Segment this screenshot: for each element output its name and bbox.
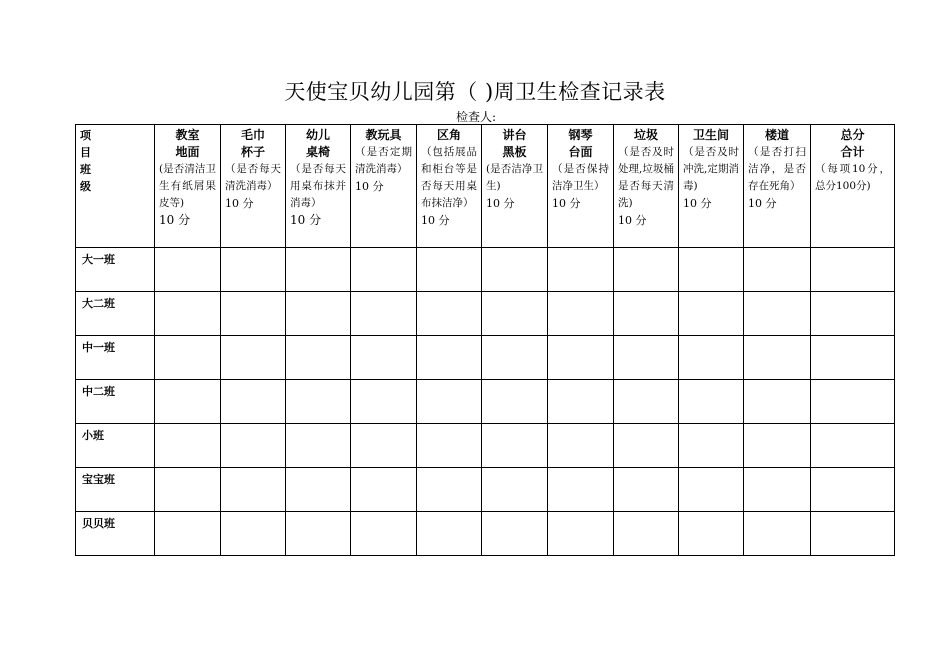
- score-cell[interactable]: [679, 468, 744, 512]
- score-cell[interactable]: [548, 380, 614, 424]
- score-cell[interactable]: [614, 424, 679, 468]
- score-cell[interactable]: [614, 336, 679, 380]
- column-name: 讲台 黑板: [502, 128, 527, 159]
- score-cell[interactable]: [286, 468, 351, 512]
- score-cell[interactable]: [221, 512, 286, 556]
- score-cell[interactable]: [417, 468, 482, 512]
- column-criteria: （是否保持洁净卫生）: [552, 163, 609, 192]
- score-cell[interactable]: [614, 512, 679, 556]
- score-cell[interactable]: [351, 424, 417, 468]
- class-name: 中二班: [76, 380, 155, 424]
- score-cell[interactable]: [155, 336, 221, 380]
- column-header: [548, 125, 614, 248]
- score-cell[interactable]: [482, 468, 548, 512]
- column-criteria: （包括展品和柜台等是否每天用桌布抹洁净）: [421, 146, 477, 209]
- score-cell[interactable]: [351, 292, 417, 336]
- column-criteria: （是否每天用桌布抹并消毒）: [290, 163, 346, 209]
- score-cell[interactable]: [351, 336, 417, 380]
- score-cell[interactable]: [286, 380, 351, 424]
- corner-line: 班: [80, 163, 91, 176]
- score-cell[interactable]: [744, 512, 811, 556]
- class-name: 中一班: [76, 336, 155, 380]
- class-name: 贝贝班: [76, 512, 155, 556]
- column-criteria: （每项10分，总分100分): [815, 163, 890, 192]
- score-cell[interactable]: [811, 380, 895, 424]
- column-criteria: （是否定期清洗消毒）: [355, 146, 412, 175]
- score-cell[interactable]: [155, 468, 221, 512]
- column-score: 10 分: [225, 197, 254, 210]
- column-score: 10 分: [290, 213, 322, 227]
- score-cell[interactable]: [286, 336, 351, 380]
- score-cell[interactable]: [744, 424, 811, 468]
- column-header: [155, 125, 221, 248]
- column-header: [679, 125, 744, 248]
- corner-line: 目: [80, 146, 91, 159]
- score-cell[interactable]: [155, 248, 221, 292]
- table-row: [76, 512, 895, 556]
- column-criteria: （是否及时处理,垃圾桶是否每天清洗): [618, 146, 674, 209]
- column-criteria: （是否及时冲洗,定期消毒): [683, 146, 739, 192]
- score-cell[interactable]: [351, 512, 417, 556]
- score-cell[interactable]: [614, 380, 679, 424]
- table-row: [76, 248, 895, 292]
- score-cell[interactable]: [417, 336, 482, 380]
- score-cell[interactable]: [155, 292, 221, 336]
- column-criteria: （是否打扫洁净，是否存在死角）: [748, 146, 806, 192]
- score-cell[interactable]: [679, 512, 744, 556]
- score-cell[interactable]: [221, 380, 286, 424]
- score-cell[interactable]: [548, 336, 614, 380]
- score-cell[interactable]: [482, 336, 548, 380]
- score-cell[interactable]: [286, 424, 351, 468]
- score-cell[interactable]: [548, 468, 614, 512]
- corner-line: 项: [80, 129, 91, 142]
- score-cell[interactable]: [679, 248, 744, 292]
- column-name: 区角: [436, 128, 461, 142]
- column-name: 钢琴 台面: [568, 128, 593, 159]
- score-cell[interactable]: [679, 424, 744, 468]
- score-cell[interactable]: [811, 424, 895, 468]
- score-cell[interactable]: [744, 336, 811, 380]
- column-score: 10 分: [748, 197, 777, 210]
- table-row: [76, 424, 895, 468]
- column-header: [744, 125, 811, 248]
- column-name: 卫生间: [692, 128, 729, 142]
- score-cell[interactable]: [548, 248, 614, 292]
- score-cell[interactable]: [417, 248, 482, 292]
- column-criteria: (是否洁净卫生): [486, 163, 543, 192]
- score-cell[interactable]: [221, 292, 286, 336]
- score-cell[interactable]: [811, 468, 895, 512]
- score-cell[interactable]: [811, 336, 895, 380]
- column-criteria: （是否每天清洗消毒）: [225, 163, 281, 192]
- column-name: 幼儿 桌椅: [305, 128, 330, 159]
- score-cell[interactable]: [417, 424, 482, 468]
- table-row: [76, 468, 895, 512]
- column-header: [811, 125, 895, 248]
- column-name: 毛巾 杯子: [240, 128, 265, 159]
- column-name: 楼道: [764, 128, 789, 142]
- corner-line: 级: [80, 180, 91, 193]
- score-cell[interactable]: [811, 512, 895, 556]
- column-criteria: (是否清洁卫生有纸屑果皮等): [159, 163, 216, 209]
- score-cell[interactable]: [351, 380, 417, 424]
- score-cell[interactable]: [482, 248, 548, 292]
- column-score: 10 分: [683, 197, 712, 210]
- class-name: 大二班: [76, 292, 155, 336]
- hygiene-check-table: [75, 124, 895, 556]
- column-score: 10 分: [552, 197, 581, 210]
- document-title: 天使宝贝幼儿园第（ )周卫生检查记录表: [284, 80, 666, 104]
- score-cell[interactable]: [221, 468, 286, 512]
- score-cell[interactable]: [155, 424, 221, 468]
- score-cell[interactable]: [286, 292, 351, 336]
- column-header: [351, 125, 417, 248]
- score-cell[interactable]: [482, 292, 548, 336]
- score-cell[interactable]: [482, 424, 548, 468]
- score-cell[interactable]: [744, 468, 811, 512]
- column-score: 10 分: [421, 214, 450, 227]
- column-score: 10 分: [618, 214, 647, 227]
- class-name: 宝宝班: [76, 468, 155, 512]
- score-cell[interactable]: [811, 292, 895, 336]
- score-cell[interactable]: [221, 248, 286, 292]
- score-cell[interactable]: [482, 380, 548, 424]
- column-name: 总分 合计: [840, 128, 865, 159]
- column-score: 10 分: [355, 180, 384, 193]
- score-cell[interactable]: [417, 512, 482, 556]
- score-cell[interactable]: [286, 248, 351, 292]
- header-row: [76, 125, 895, 248]
- column-header: [614, 125, 679, 248]
- column-name: 教室 地面: [175, 128, 200, 159]
- score-cell[interactable]: [811, 248, 895, 292]
- score-cell[interactable]: [744, 292, 811, 336]
- class-name: 小班: [76, 424, 155, 468]
- class-name: 大一班: [76, 248, 155, 292]
- inspector-label: 检查人:: [456, 110, 497, 124]
- column-score: 10 分: [486, 197, 515, 210]
- score-cell[interactable]: [614, 248, 679, 292]
- score-cell[interactable]: [679, 380, 744, 424]
- column-header: [417, 125, 482, 248]
- column-header: [286, 125, 351, 248]
- score-cell[interactable]: [614, 468, 679, 512]
- column-header: [482, 125, 548, 248]
- score-cell[interactable]: [417, 380, 482, 424]
- corner-header: [76, 125, 155, 248]
- score-cell[interactable]: [351, 248, 417, 292]
- score-cell[interactable]: [482, 512, 548, 556]
- column-score: 10 分: [159, 213, 191, 227]
- score-cell[interactable]: [351, 468, 417, 512]
- column-header: [221, 125, 286, 248]
- score-cell[interactable]: [417, 292, 482, 336]
- score-cell[interactable]: [155, 512, 221, 556]
- table-row: [76, 380, 895, 424]
- score-cell[interactable]: [744, 248, 811, 292]
- score-cell[interactable]: [155, 380, 221, 424]
- table-row: [76, 292, 895, 336]
- column-name: 垃圾: [633, 128, 658, 142]
- score-cell[interactable]: [679, 336, 744, 380]
- column-name: 教玩具: [365, 128, 402, 142]
- score-cell[interactable]: [614, 292, 679, 336]
- score-cell[interactable]: [548, 292, 614, 336]
- score-cell[interactable]: [548, 424, 614, 468]
- table-row: [76, 336, 895, 380]
- score-cell[interactable]: [679, 292, 744, 336]
- score-cell[interactable]: [744, 380, 811, 424]
- score-cell[interactable]: [286, 512, 351, 556]
- score-cell[interactable]: [221, 424, 286, 468]
- score-cell[interactable]: [221, 336, 286, 380]
- score-cell[interactable]: [548, 512, 614, 556]
